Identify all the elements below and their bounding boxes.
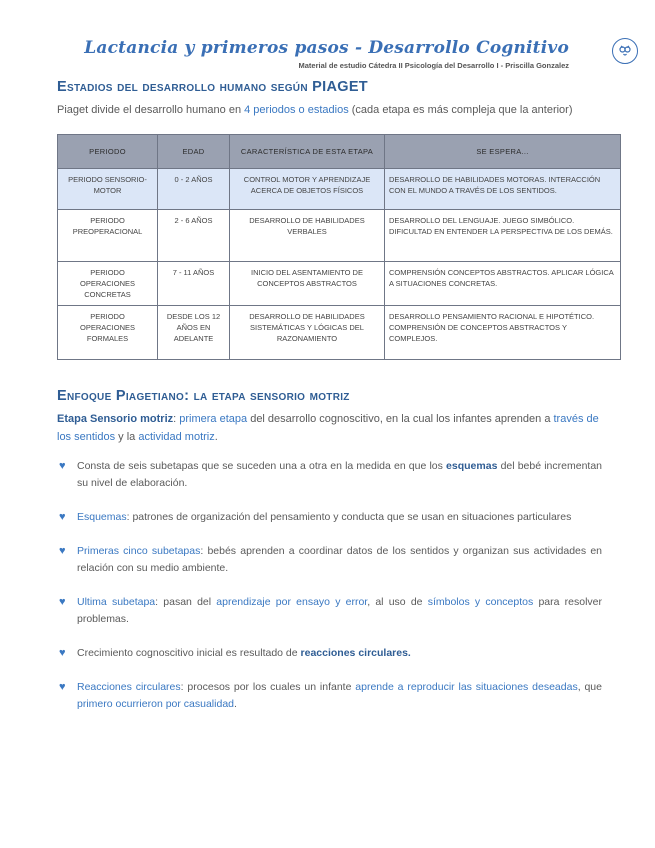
section-title-stages: Estadios del desarrollo humano según PIAGET bbox=[57, 79, 368, 95]
table-cell: 0 - 2 AÑOS bbox=[158, 169, 230, 210]
intro-paragraph: Piaget divide el desarrollo humano en 4 periodos o estadios (cada etapa es más compleja que la anterior) bbox=[57, 104, 573, 116]
page-header bbox=[84, 38, 569, 70]
table-row bbox=[58, 262, 621, 306]
table-row bbox=[58, 210, 621, 262]
table-row bbox=[58, 306, 621, 360]
heart-icon: ♥ bbox=[59, 511, 66, 523]
owl-logo-icon bbox=[612, 38, 638, 64]
table-cell: PERIODO PREOPERACIONAL bbox=[58, 210, 158, 262]
header-title: Lactancia y primeros pasos - Desarrollo Cognitivo bbox=[84, 38, 569, 58]
header-subtitle: Material de estudio Cátedra II Psicología del Desarrollo I - Priscilla Gonzalez bbox=[298, 61, 569, 70]
table-cell: DESARROLLO DEL LENGUAJE. JUEGO SIMBÓLICO. DIFICULTAD EN ENTENDER LA PERSPECTIVA DE LOS DEMÁS. bbox=[385, 210, 621, 262]
table-header-cell: SE ESPERA... bbox=[385, 135, 621, 169]
heart-icon: ♥ bbox=[59, 647, 66, 659]
heart-icon: ♥ bbox=[59, 545, 66, 557]
table-cell: CONTROL MOTOR Y APRENDIZAJE ACERCA DE OBJETOS FÍSICOS bbox=[230, 169, 385, 210]
list-item: ♥ Primeras cinco subetapas: bebés aprenden a coordinar datos de los sentidos y organizan sus actividades en relación con su medio ambiente. bbox=[59, 545, 603, 574]
table-cell: DESDE LOS 12 AÑOS EN ADELANTE bbox=[158, 306, 230, 360]
table-cell: INICIO DEL ASENTAMIENTO DE CONCEPTOS ABSTRACTOS bbox=[230, 262, 385, 306]
table-row bbox=[58, 169, 621, 210]
list-item: ♥ Ultima subetapa: pasan del aprendizaje por ensayo y error, al uso de símbolos y conceptos para resolver problemas. bbox=[59, 596, 602, 625]
heart-icon: ♥ bbox=[59, 460, 66, 472]
table-cell: 7 - 11 AÑOS bbox=[158, 262, 230, 306]
table-cell: PERIODO OPERACIONES FORMALES bbox=[58, 306, 158, 360]
table-header-cell: PERIODO bbox=[58, 135, 158, 169]
list-item: ♥ Reacciones circulares: procesos por los cuales un infante aprende a reproducir las situaciones deseadas, que primero ocurrieron por casualidad. bbox=[59, 681, 602, 710]
table-header-cell: CARACTERÍSTICA DE ESTA ETAPA bbox=[230, 135, 385, 169]
heart-icon: ♥ bbox=[59, 596, 66, 608]
list-item: ♥ Crecimiento cognoscitivo inicial es resultado de reacciones circulares. bbox=[57, 645, 602, 662]
heart-icon: ♥ bbox=[59, 681, 66, 693]
table-cell: DESARROLLO DE HABILIDADES VERBALES bbox=[230, 210, 385, 262]
table-cell: PERIODO OPERACIONES CONCRETAS bbox=[58, 262, 158, 306]
table-cell: DESARROLLO DE HABILIDADES SISTEMÁTICAS Y LÓGICAS DEL RAZONAMIENTO bbox=[230, 306, 385, 360]
table-cell: 2 - 6 AÑOS bbox=[158, 210, 230, 262]
table-header-cell: EDAD bbox=[158, 135, 230, 169]
stages-table bbox=[57, 134, 621, 360]
list-item: ♥ Consta de seis subetapas que se suceden una a otra en la medida en que los esquemas del bebé incrementan su nivel de elaboración. bbox=[59, 460, 603, 489]
section-title-sensorimotor: Enfoque Piagetiano: la etapa sensorio motriz bbox=[57, 388, 350, 404]
table-cell: PERIODO SENSORIO-MOTOR bbox=[58, 169, 158, 210]
definition-paragraph: Etapa Sensorio motriz: primera etapa del desarrollo cognoscitivo, en la cual los infantes aprenden a través de los sentidos y la actividad motriz. bbox=[57, 413, 599, 443]
table-cell: COMPRENSIÓN CONCEPTOS ABSTRACTOS. APLICAR LÓGICA A SITUACIONES CONCRETAS. bbox=[385, 262, 621, 306]
list-item: ♥ Esquemas: patrones de organización del pensamiento y conducta que se usan en situaciones particulares bbox=[57, 509, 602, 526]
table-header-row bbox=[58, 135, 621, 169]
table-cell: DESARROLLO DE HABILIDADES MOTORAS. INTERACCIÓN CON EL MUNDO A TRAVÉS DE LOS SENTIDOS. bbox=[385, 169, 621, 210]
table-cell: DESARROLLO PENSAMIENTO RACIONAL E HIPOTÉTICO. COMPRENSIÓN DE CONCEPTOS ABSTRACTOS Y COMPLEJOS. bbox=[385, 306, 621, 360]
bullet-list bbox=[57, 458, 602, 730]
